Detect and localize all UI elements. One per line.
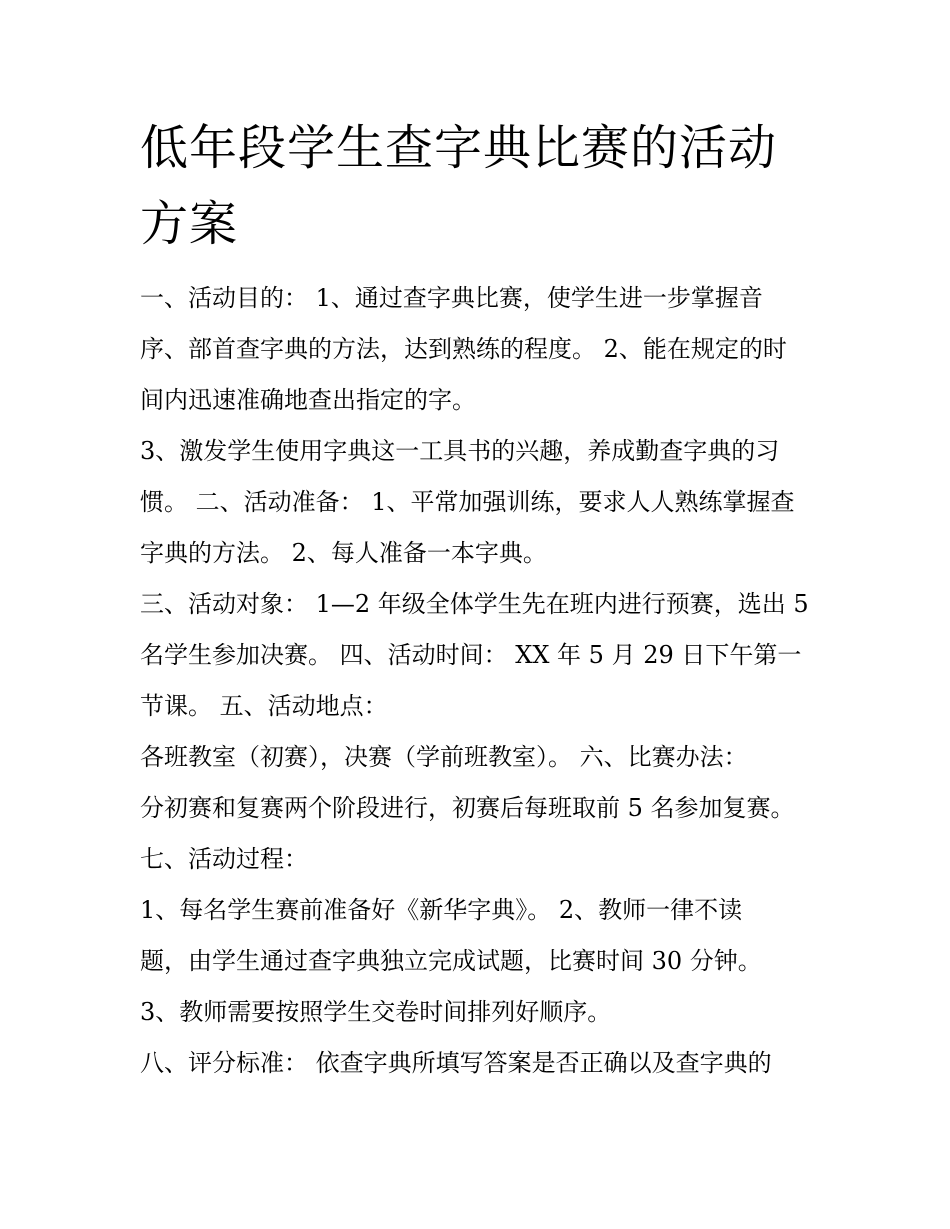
body-line: 间内迅速准确地查出指定的字。 xyxy=(140,386,476,414)
body-line: 名学生参加决赛。 四、活动时间： XX 年 5 月 29 日下午第一 xyxy=(140,641,802,669)
body-line: 惯。 二、活动准备： 1、平常加强训练，要求人人熟练掌握查 xyxy=(140,488,795,516)
body-line: 节课。 五、活动地点： xyxy=(140,692,388,720)
title-line: 低年段学生查字典比赛的活动 xyxy=(140,120,778,176)
body-line: 各班教室（初赛），决赛（学前班教室）。 六、比赛办法： xyxy=(140,743,748,771)
body-line: 3、激发学生使用字典这一工具书的兴趣，养成勤查字典的习 xyxy=(140,437,780,465)
body-line: 一、活动目的： 1、通过查字典比赛，使学生进一步掌握音 xyxy=(140,284,763,312)
document-body xyxy=(140,280,840,1096)
body-line: 序、部首查字典的方法，达到熟练的程度。 2、能在规定的时 xyxy=(140,335,787,363)
body-line: 八、评分标准： 依查字典所填写答案是否正确以及查字典的 xyxy=(140,1049,772,1077)
document-title xyxy=(140,110,820,262)
body-line: 字典的方法。 2、每人准备一本字典。 xyxy=(140,539,547,567)
body-line: 1、每名学生赛前准备好《新华字典》。 2、教师一律不读 xyxy=(140,896,743,924)
body-line: 分初赛和复赛两个阶段进行，初赛后每班取前 5 名参加复赛。 xyxy=(140,794,795,822)
title-line: 方案 xyxy=(140,196,239,252)
body-line: 三、活动对象： 1—2 年级全体学生先在班内进行预赛，选出 5 xyxy=(140,590,809,618)
body-line: 题，由学生通过查字典独立完成试题，比赛时间 30 分钟。 xyxy=(140,947,762,975)
body-line: 七、活动过程： xyxy=(140,845,308,873)
body-line: 3、教师需要按照学生交卷时间排列好顺序。 xyxy=(140,998,612,1026)
